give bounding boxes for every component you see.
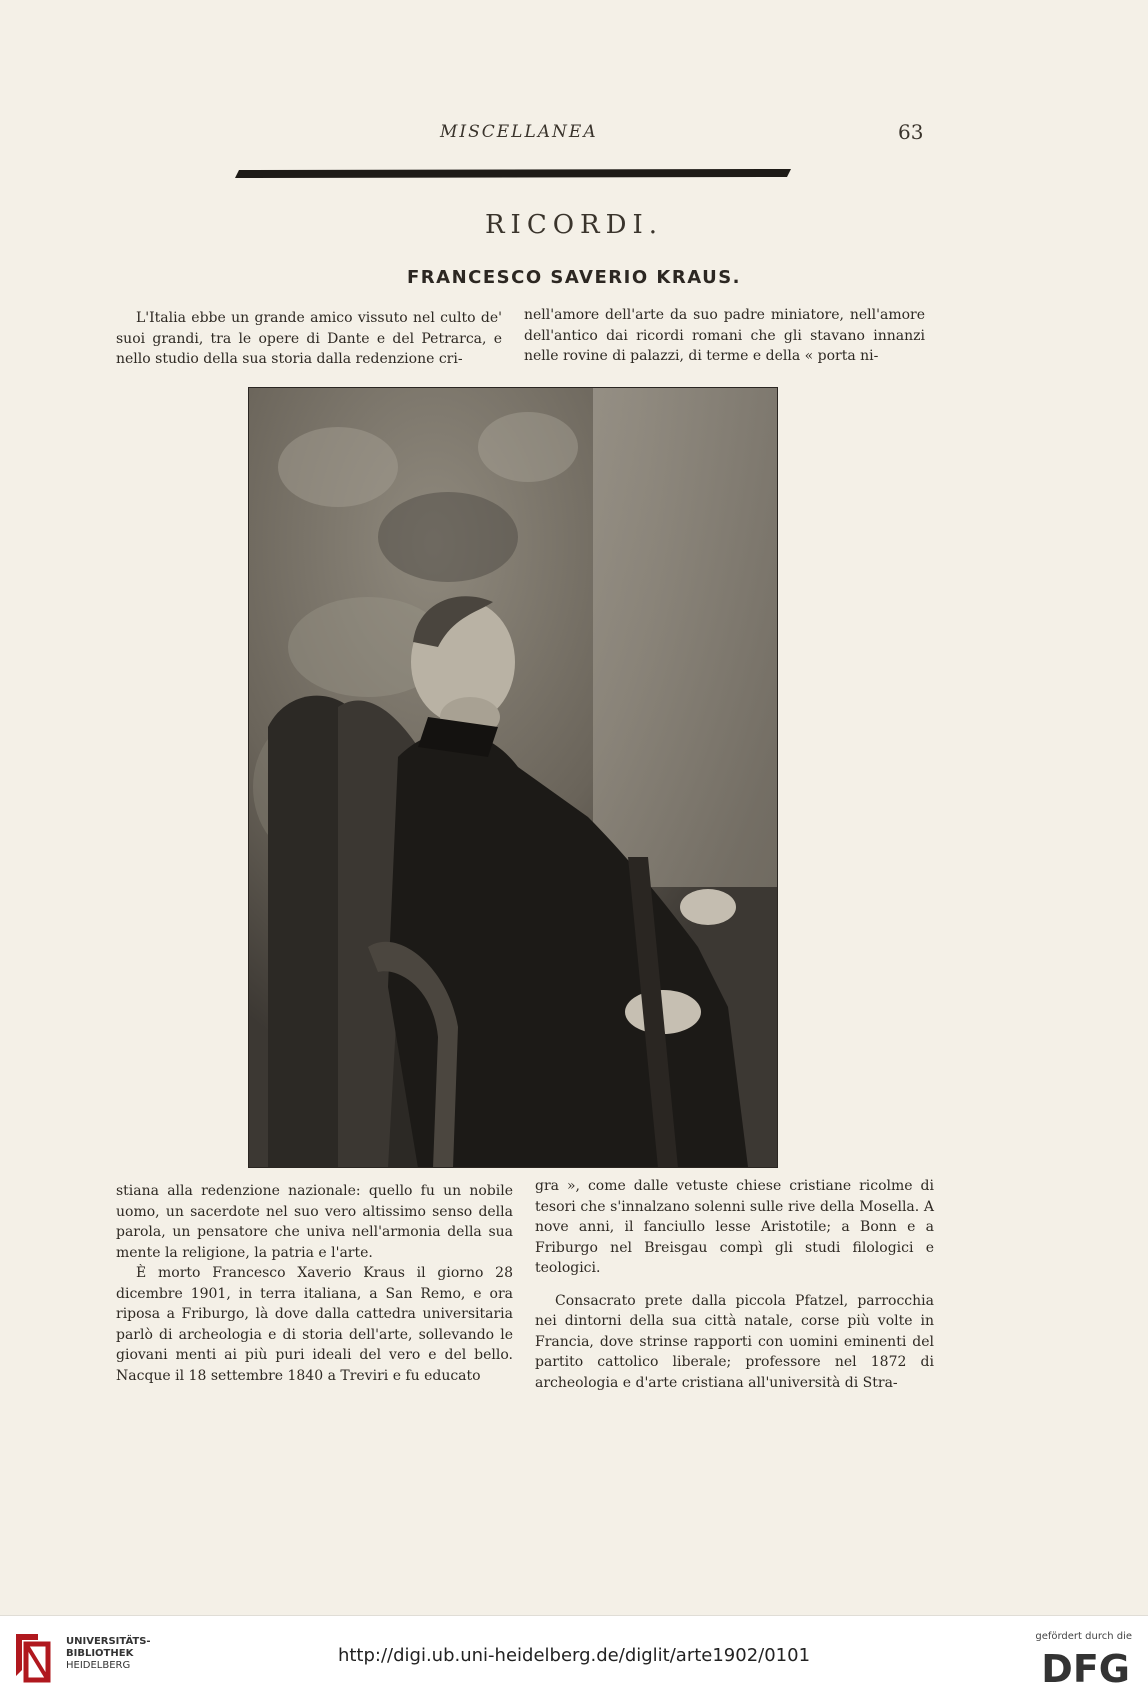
article-title: FRANCESCO SAVERIO KRAUS. — [406, 267, 742, 288]
section-title: RICORDI. — [484, 210, 663, 240]
library-line: HEIDELBERG — [66, 1660, 131, 1671]
dfg-logo — [1022, 1646, 1132, 1686]
header-rule — [235, 169, 795, 178]
running-head — [0, 122, 1148, 146]
paragraph: nell'amore dell'arte da suo padre miniatore, nell'amore dell'antico dai ricordi romani che gli stavano innanzi nelle rovine di palazzi, di terme e della « porta ni- — [524, 307, 925, 364]
paragraph: È morto Francesco Xaverio Kraus il giorno 28 dicembre 1901, in terra italiana, a San Remo, e ora riposa a Friburgo, là dove dalla cattedra universitaria parlò di archeologia e di storia dell'arte, sollevando le giovani menti ai più puri ideali del vero e del bello. Nacque il 18 settembre 1840 a Treviri e fu educato — [116, 1265, 513, 1384]
column-top-left — [116, 308, 502, 370]
paragraph: gra », come dalle vetuste chiese cristiane ricolme di tesori che s'innalzano solenni sulle rive della Mosella. A nove anni, il fanciullo lesse Aristotile; a Bonn e a Friburgo nel Breisgau compì gli studi filologici e teologici. — [535, 1178, 934, 1276]
column-top-right — [524, 305, 925, 367]
paragraph: stiana alla redenzione nazionale: quello fu un nobile uomo, un sacerdote nel suo vero altissimo senso della parola, un pensatore che univa nell'armonia della sua mente la religione, la patria e l'arte. — [116, 1183, 513, 1261]
library-line: UNIVERSITÄTS- — [66, 1636, 151, 1647]
paragraph: Consacrato prete dalla piccola Pfatzel, parrocchia nei dintorni della sua città natale, corse più volte in Francia, dove strinse rapporti con uomini eminenti del partito cattolico liberale; professore nel 1872 di archeologia e d'arte cristiana all'università di Stra- — [535, 1292, 934, 1391]
running-title: MISCELLANEA — [440, 122, 598, 142]
digital-copy-url[interactable]: http://digi.ub.uni-heidelberg.de/diglit/arte1902/0101 — [337, 1645, 811, 1666]
paragraph: L'Italia ebbe un grande amico vissuto nel culto de' suoi grandi, tra le opere di Dante e del Petrarca, e nello studio della sua storia dalla redenzione cri- — [116, 310, 502, 367]
funded-by-label: gefördert durch die — [1035, 1631, 1132, 1642]
column-bottom-right — [535, 1176, 934, 1393]
digitization-footer — [0, 1615, 1148, 1698]
portrait-photograph — [248, 387, 778, 1168]
library-line: BIBLIOTHEK — [66, 1648, 134, 1659]
page-number: 63 — [898, 120, 924, 144]
column-bottom-left — [116, 1181, 513, 1386]
dfg-logo-text: DFG — [1041, 1647, 1130, 1686]
